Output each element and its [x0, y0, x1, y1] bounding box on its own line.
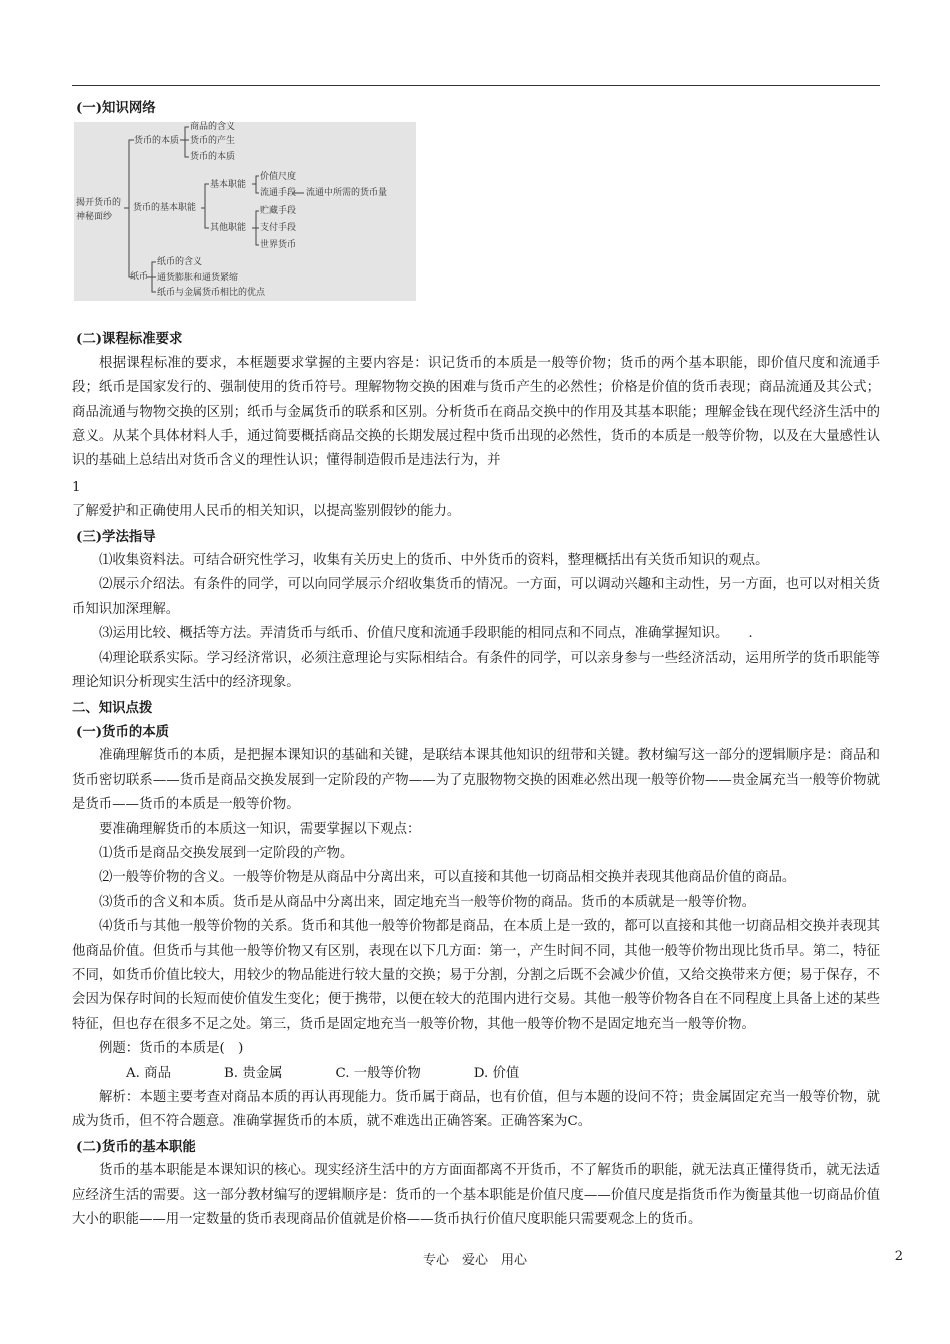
method-item: ⑴收集资料法。可结合研究性学习，收集有关历史上的货币、中外货币的资料，整理概括出有关货币知识的观点。: [99, 553, 769, 569]
essence-paragraph: 准确理解货币的本质，是把握本课知识的基础和关键，是联结本课其他知识的纽带和关键。教材编写这一部分的逻辑顺序是：商品和货币密切联系——货币是商品交换发展到一定阶段的产物——为了克服物物交换的困难必然出现一般等价物——贵金属充当一般等价物就是货币——货币的本质是一般等价物。: [72, 748, 880, 813]
curriculum-paragraph: 根据课程标准的要求，本框题要求掌握的主要内容是：识记货币的本质是一般等价物；货币的两个基本职能，即价值尺度和流通手段；纸币是国家发行的、强制使用的货币符号。理解物物交换的困难与货币产生的必然性；价格是价值的货币表现；商品流通及其公式；商品流通与物物交换的区别；纸币与金属货币的联系和区别。分析货币在商品交换中的作用及其基本职能；理解金钱在现代经济生活中的意义。从某个具体材料人手，通过简要概括商品交换的长期发展过程中货币出现的必然性，货币的本质是一般等价物，以及在大量感性认识的基础上总结出对货币含义的理性认识；懂得制造假币是违法行为，并: [72, 355, 880, 469]
footer-motto: 专心 爱心 用心: [422, 1253, 527, 1268]
curriculum-paragraph-continued: 了解爱护和正确使用人民币的相关知识，以提高鉴别假钞的能力。: [72, 504, 461, 520]
essence-item: 商品的含义: [190, 122, 236, 133]
option-d: D. 价值: [473, 1065, 520, 1081]
basic-item: 流通手段: [260, 188, 297, 199]
diagram-brackets: [74, 122, 416, 301]
essence-item: 货币的本质: [190, 152, 236, 163]
method-item: ⑶运用比较、概括等方法。弄清货币与纸币、价值尺度和流通手段职能的相同点和不同点，准确掌握知识。 .: [99, 626, 753, 642]
part-title-knowledge-tips: 二、知识点拨: [72, 699, 153, 716]
example-options: [72, 1062, 880, 1086]
page-content: [72, 96, 880, 1232]
subsection-title-essence: (一)货币的本质: [76, 723, 170, 740]
essence-intro: 要准确理解货币的本质这一知识，需要掌握以下观点：: [99, 821, 421, 837]
option-a: A. 商品: [126, 1065, 171, 1081]
other-item: 贮藏手段: [260, 206, 297, 217]
root-label-line1: 揭开货币的: [76, 198, 122, 209]
option-b: B. 贵金属: [223, 1065, 283, 1081]
root-label-line2: 神秘面纱: [76, 212, 113, 223]
paper-item: 纸币的含义: [157, 257, 203, 268]
header-rule: [72, 85, 880, 86]
section-title-curriculum: (二)课程标准要求: [76, 331, 183, 348]
method-item: ⑷理论联系实际。学习经济常识，必须注意理论与实际相结合。有条件的同学，可以亲身参与一些经济活动，运用所学的货币职能等理论知识分析现实生活中的经济现象。: [72, 650, 880, 691]
method-item: ⑵展示介绍法。有条件的同学，可以向同学展示介绍收集货币的情况。一方面，可以调动兴趣和主动性，另一方面，也可以对相关货币知识加深理解。: [72, 577, 880, 617]
branch-essence: 货币的本质: [134, 136, 180, 147]
functions-paragraph: 货币的基本职能是本课知识的核心。现实经济生活中的方方面面都离不开货币，不了解货币的职能，就无法真正懂得货币，就无法适应经济生活的需要。这一部分教材编写的逻辑顺序是：货币的一个基本职能是价值尺度——价值尺度是指货币作为衡量其他一切商品价值大小的职能——用一定数量的货币表现商品价值就是价格——货币执行价值尺度职能只需要观念上的货币。: [72, 1163, 880, 1228]
paper-item: 纸币与金属货币相比的优点: [157, 288, 266, 299]
branch-functions: 货币的基本职能: [133, 203, 197, 214]
section-title-study-method: (三)学法指导: [76, 528, 156, 545]
branch-paper: 纸币: [130, 272, 149, 283]
other-item: 世界货币: [260, 240, 297, 251]
other-functions: 其他职能: [210, 223, 247, 234]
essence-point: ⑶货币的含义和本质。货币是从商品中分离出来，固定地充当一般等价物的商品。货币的本质就是一般等价物。: [99, 894, 756, 910]
knowledge-network-diagram: [74, 122, 416, 301]
essence-item: 货币的产生: [190, 136, 236, 147]
basic-item: 价值尺度: [260, 172, 297, 183]
circulation-note: 流通中所需的货币量: [306, 188, 388, 199]
option-c: C. 一般等价物: [335, 1065, 421, 1081]
page-number: 2: [894, 1249, 903, 1264]
essence-point: ⑴货币是商品交换发展到一定阶段的产物。: [99, 845, 354, 861]
basic-functions: 基本职能: [210, 180, 247, 191]
essence-point: ⑵一般等价物的含义。一般等价物是从商品中分离出来，可以直接和其他一切商品相交换并表现其他商品价值的商品。: [99, 870, 796, 886]
example-question: 例题：货币的本质是( ): [99, 1041, 244, 1057]
paper-item: 通货膨胀和通货紧缩: [157, 273, 239, 284]
other-item: 支付手段: [260, 223, 297, 234]
subsection-title-functions: (二)货币的基本职能: [76, 1138, 196, 1155]
stray-page-number: 1: [72, 479, 81, 495]
section-title-knowledge-network: (一)知识网络: [76, 100, 156, 116]
example-analysis: 解析：本题主要考查对商品本质的再认再现能力。货币属于商品，也有价值，但与本题的设问不符；贵金属固定充当一般等价物，就成为货币，但不符合题意。准确掌握货币的本质，就不难选出正确答案。正确答案为C。: [72, 1090, 880, 1130]
essence-point: ⑷货币与其他一般等价物的关系。货币和其他一般等价物都是商品，在本质上是一致的，都可以直接和其他一切商品相交换并表现其他商品价值。但货币与其他一般等价物又有区别，表现在以下几方面：第一，产生时间不同，其他一般等价物出现比货币早。第二，特征不同，如货币价值比较大，用较少的物品能进行较大量的交换；易于分割，分割之后既不会减少价值，又给交换带来方便；易于保存，不会因为保存时间的长短而使价值发生变化；便于携带，以便在较大的范围内进行交易。其他一般等价物各自在不同程度上具备上述的某些特征，但也存在很多不足之处。第三，货币是固定地充当一般等价物，其他一般等价物不是固定地充当一般等价物。: [72, 919, 880, 1032]
